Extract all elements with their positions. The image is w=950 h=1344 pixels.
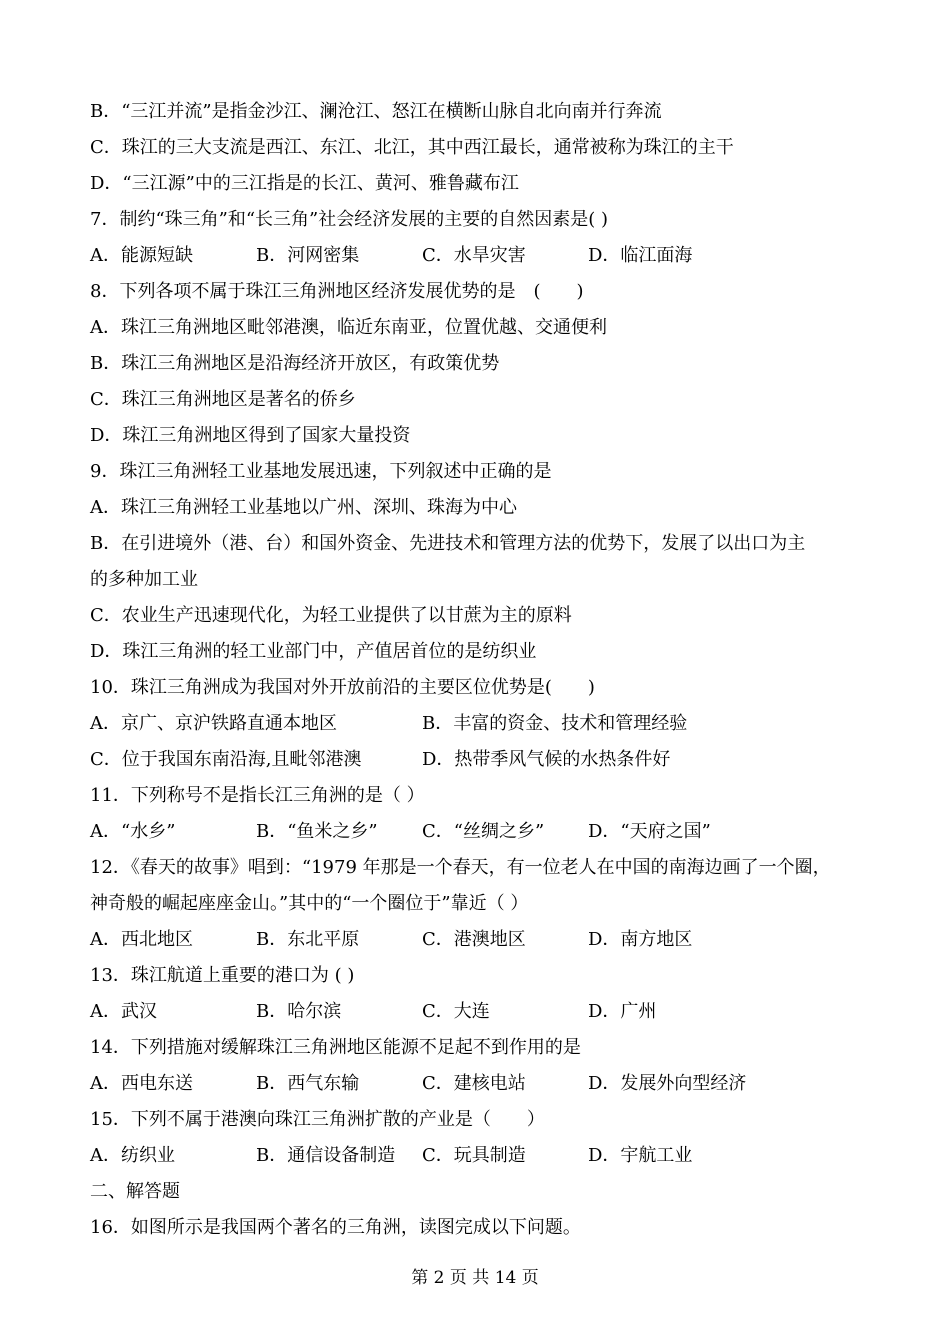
q7-option-a: A．能源短缺	[90, 245, 193, 266]
q14-option-c: C．建核电站	[422, 1073, 526, 1094]
q14-option-b: B．西气东输	[256, 1073, 360, 1094]
q7-option-b: B．河网密集	[256, 245, 360, 266]
q8-option-a: A．珠江三角洲地区毗邻港澳，临近东南亚，位置优越、交通便利	[90, 317, 607, 338]
q14-option-a: A．西电东送	[90, 1073, 193, 1094]
question-14: 14．下列措施对缓解珠江三角洲地区能源不足起不到作用的是	[90, 1037, 581, 1058]
question-8: 8．下列各项不属于珠江三角洲地区经济发展优势的是 ( )	[90, 281, 584, 302]
q10-option-d: D．热带季风气候的水热条件好	[422, 749, 671, 770]
q12-option-c: C．港澳地区	[422, 929, 526, 950]
question-15: 15．下列不属于港澳向珠江三角洲扩散的产业是（ ）	[90, 1109, 545, 1130]
question-16: 16．如图所示是我国两个著名的三角洲，读图完成以下问题。	[90, 1217, 581, 1238]
question-12: 12．《春天的故事》唱到：“1979 年那是一个春天，有一位老人在中国的南海边画了一个圈，	[90, 857, 831, 878]
question-11: 11．下列称号不是指长江三角洲的是（ ）	[90, 785, 425, 806]
q12-option-a: A．西北地区	[90, 929, 193, 950]
q9-option-d: D．珠江三角洲的轻工业部门中，产值居首位的是纺织业	[90, 641, 537, 662]
q13-option-d: D．广州	[588, 1001, 657, 1022]
q9-option-b: B．在引进境外（港、台）和国外资金、先进技术和管理方法的优势下，发展了以出口为主	[90, 533, 806, 554]
q12-option-b: B．东北平原	[256, 929, 360, 950]
question-7: 7．制约“珠三角”和“长三角”社会经济发展的主要的自然因素是( )	[90, 209, 609, 230]
q14-option-d: D．发展外向型经济	[588, 1073, 747, 1094]
q11-option-b: B．“鱼米之乡”	[256, 821, 378, 842]
q13-option-c: C．大连	[422, 1001, 490, 1022]
q10-option-a: A．京广、京沪铁路直通本地区	[90, 713, 337, 734]
q12-option-d: D．南方地区	[588, 929, 693, 950]
q15-option-a: A．纺织业	[90, 1145, 175, 1166]
q9-option-a: A．珠江三角洲轻工业基地以广州、深圳、珠海为中心	[90, 497, 517, 518]
q11-option-a: A．“水乡”	[90, 821, 176, 842]
q8-option-d: D．珠江三角洲地区得到了国家大量投资	[90, 425, 411, 446]
q7-option-d: D．临江面海	[588, 245, 693, 266]
q15-option-c: C．玩具制造	[422, 1145, 526, 1166]
q10-option-c: C．位于我国东南沿海,且毗邻港澳	[90, 749, 362, 770]
q13-option-a: A．武汉	[90, 1001, 157, 1022]
option-line: B．“三江并流”是指金沙江、澜沧江、怒江在横断山脉自北向南并行奔流	[90, 101, 662, 122]
q10-option-b: B．丰富的资金、技术和管理经验	[422, 713, 688, 734]
q15-option-b: B．通信设备制造	[256, 1145, 396, 1166]
question-10: 10．珠江三角洲成为我国对外开放前沿的主要区位优势是( )	[90, 677, 595, 698]
question-13: 13．珠江航道上重要的港口为 ( )	[90, 965, 355, 986]
question-12-cont: 神奇般的崛起座座金山。”其中的“一个圈位于”靠近（ ）	[90, 893, 529, 914]
page-number-footer: 第 2 页 共 14 页	[411, 1268, 539, 1288]
q15-option-d: D．宇航工业	[588, 1145, 693, 1166]
q11-option-c: C．“丝绸之乡”	[422, 821, 545, 842]
option-line: D．“三江源”中的三江指是的长江、黄河、雅鲁藏布江	[90, 173, 519, 194]
option-line: C．珠江的三大支流是西江、东江、北江，其中西江最长，通常被称为珠江的主干	[90, 137, 734, 158]
q9-option-c: C．农业生产迅速现代化，为轻工业提供了以甘蔗为主的原料	[90, 605, 572, 626]
q8-option-c: C．珠江三角洲地区是著名的侨乡	[90, 389, 356, 410]
q9-option-b-cont: 的多种加工业	[90, 569, 198, 590]
q11-option-d: D．“天府之国”	[588, 821, 711, 842]
section-heading: 二、解答题	[90, 1181, 180, 1202]
q13-option-b: B．哈尔滨	[256, 1001, 342, 1022]
q8-option-b: B．珠江三角洲地区是沿海经济开放区，有政策优势	[90, 353, 500, 374]
q7-option-c: C．水旱灾害	[422, 245, 526, 266]
question-9: 9．珠江三角洲轻工业基地发展迅速，下列叙述中正确的是	[90, 461, 552, 482]
